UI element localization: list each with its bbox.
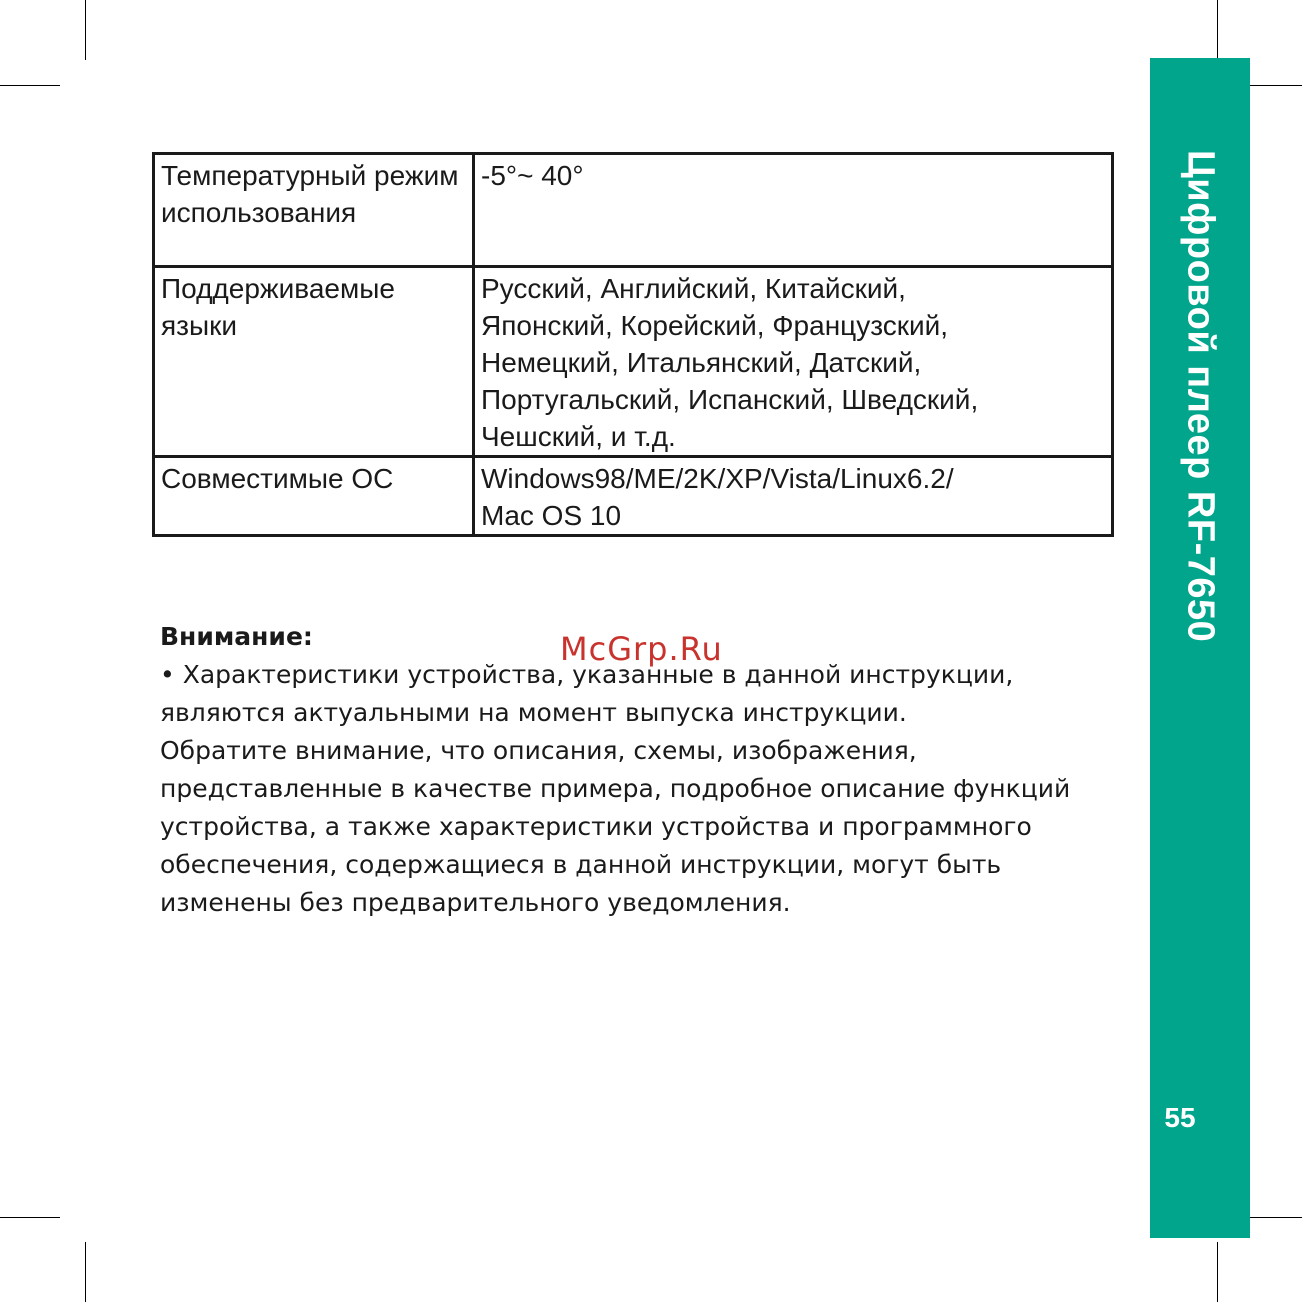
- notice-line: изменены без предварительного уведомления.: [160, 888, 791, 917]
- page-number: 55: [1164, 1102, 1196, 1133]
- table-row: [154, 154, 1113, 267]
- watermark: McGrp.Ru: [560, 630, 723, 668]
- notice-line: • Характеристики устройства, указанные в данной инструкции,: [160, 660, 1014, 689]
- spec-label: Температурный режим использования: [154, 154, 474, 267]
- notice-line: обеспечения, содержащиеся в данной инструкции, могут быть: [160, 850, 1002, 879]
- notice-line: представленные в качестве примера, подробное описание функций: [160, 774, 1071, 803]
- crop-mark: [1217, 1242, 1218, 1302]
- side-title: Цифровой плеер RF-7650: [1179, 150, 1222, 643]
- spec-label: Поддерживаемые языки: [154, 267, 474, 457]
- spec-value: -5°~ 40°: [474, 154, 1113, 267]
- table-row: [154, 267, 1113, 457]
- notice-title: Внимание:: [160, 622, 313, 651]
- crop-mark: [1242, 85, 1302, 86]
- notice-line: являются актуальными на момент выпуска инструкции.: [160, 698, 907, 727]
- crop-mark: [85, 0, 86, 60]
- spec-value: Windows98/ME/2K/XP/Vista/Linux6.2/ Mac OS 10: [474, 457, 1113, 536]
- spec-table: [152, 152, 1114, 537]
- crop-mark: [1217, 0, 1218, 60]
- table-row: [154, 457, 1113, 536]
- spec-label: Совместимые ОС: [154, 457, 474, 536]
- crop-mark: [0, 85, 60, 86]
- crop-mark: [1242, 1217, 1302, 1218]
- notice-line: Обратите внимание, что описания, схемы, изображения,: [160, 736, 917, 765]
- spec-value: Русский, Английский, Китайский, Японский, Корейский, Французский, Немецкий, Итальянский, Датский, Португальский, Испанский, Шведский, Чешский, и т.д.: [474, 267, 1113, 457]
- crop-mark: [0, 1217, 60, 1218]
- notice-line: устройства, а также характеристики устройства и программного: [160, 812, 1032, 841]
- crop-mark: [85, 1242, 86, 1302]
